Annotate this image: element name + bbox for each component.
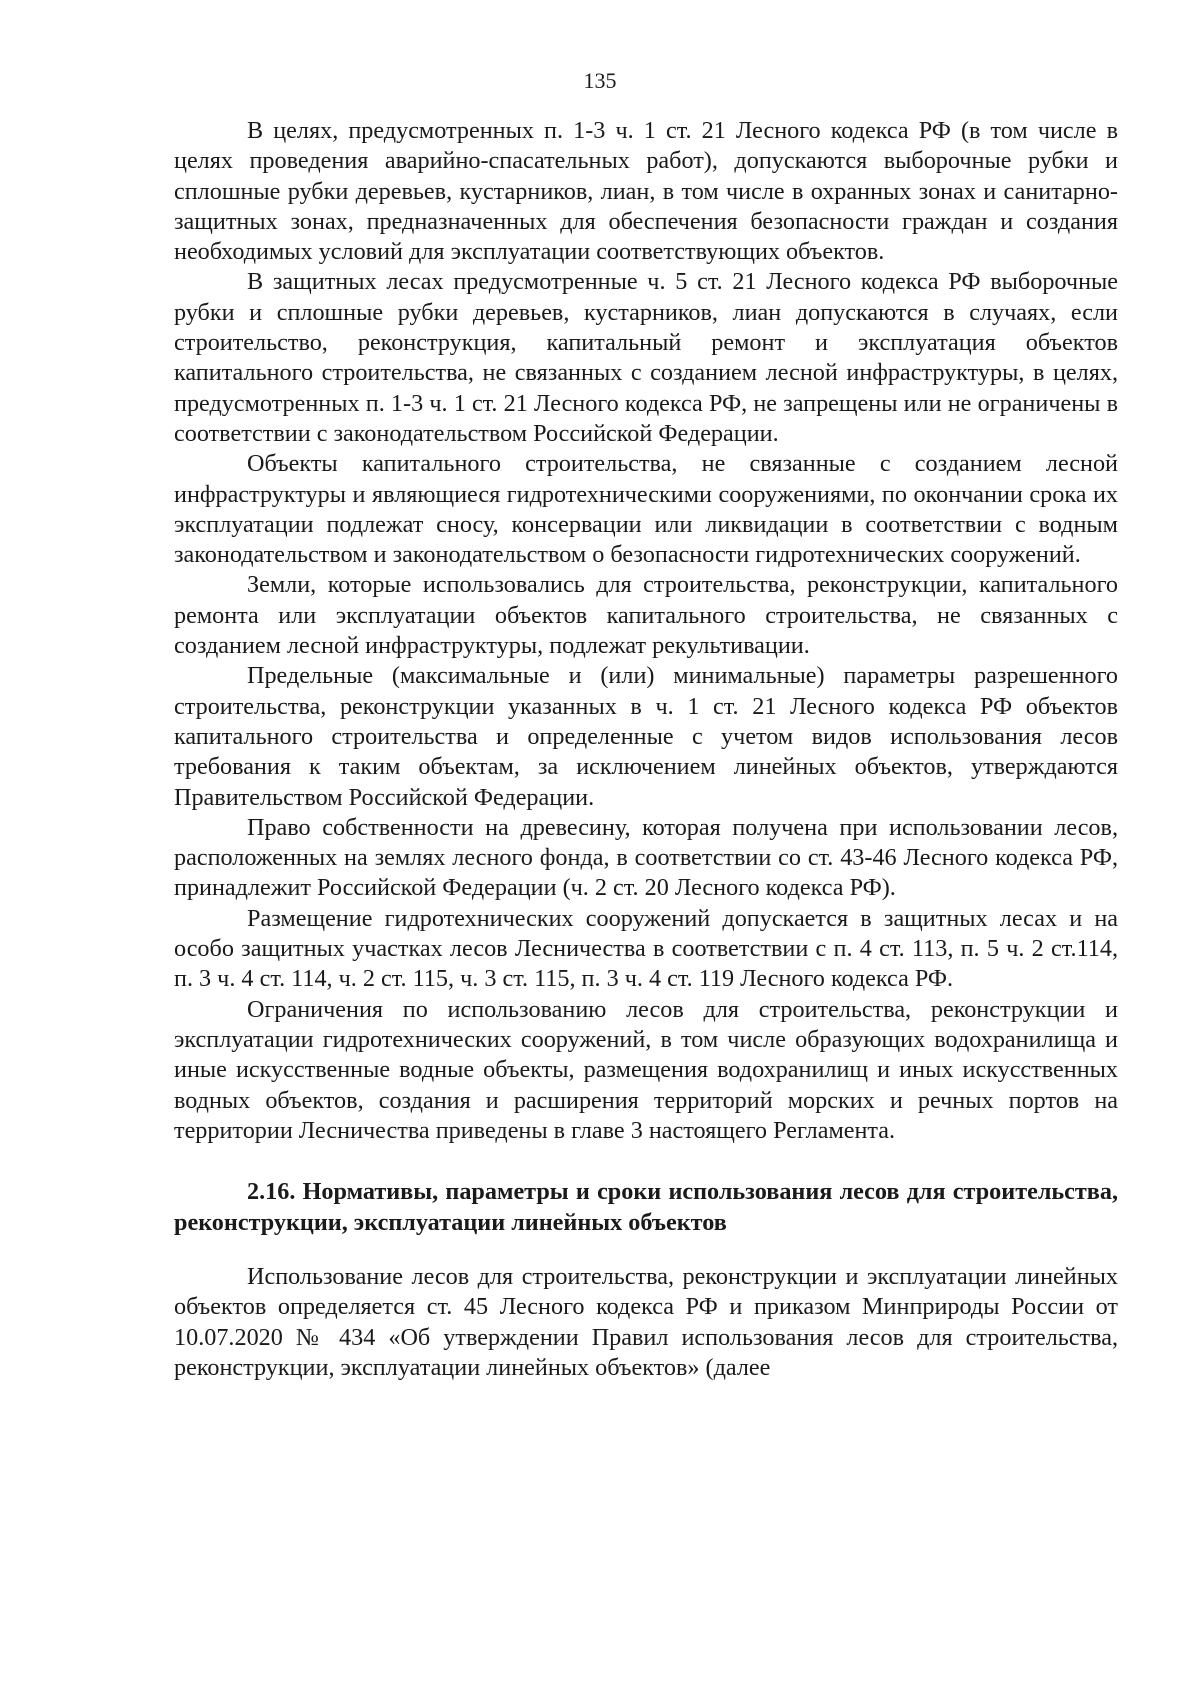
page-number: 135: [583, 68, 617, 93]
paragraph: В защитных лесах предусмотренные ч. 5 ст. 21 Лесного кодекса РФ выборочные рубки и сплошные рубки деревьев, кустарников, лиан допускаются в случаях, если строительство, реконструкция, капитальный ремонт и эксплуатация объектов капитального строительства, не связанных с созданием лесной инфраструктуры, в целях, предусмотренных п. 1-3 ч. 1 ст. 21 Лесного кодекса РФ, не запрещены или не ограничены в соответствии с законодательством Российской Федерации.: [174, 268, 1118, 447]
paragraph: Предельные (максимальные и (или) минимальные) параметры разрешенного строительства, реконструкции указанных в ч. 1 ст. 21 Лесного кодекса РФ объектов капитального строительства и определенные с учетом видов использования лесов требования к таким объектам, за исключением линейных объектов, утверждаются Правительством Российской Федерации.: [174, 662, 1118, 811]
paragraph: В целях, предусмотренных п. 1-3 ч. 1 ст. 21 Лесного кодекса РФ (в том числе в целях проведения аварийно-спасательных работ), допускаются выборочные рубки и сплошные рубки деревьев, кустарников, лиан, в том числе в охранных зонах и санитарно-защитных зонах, предназначенных для обеспечения безопасности граждан и создания необходимых условий для эксплуатации соответствующих объектов.: [174, 117, 1118, 266]
paragraph: Размещение гидротехнических сооружений допускается в защитных лесах и на особо защитных участках лесов Лесничества в соответствии с п. 4 ст. 113, п. 5 ч. 2 ст.114, п. 3 ч. 4 ст. 114, ч. 2 ст. 115, ч. 3 ст. 115, п. 3 ч. 4 ст. 119 Лесного кодекса РФ.: [174, 904, 1118, 993]
document-body: [174, 116, 1118, 1383]
paragraph: Земли, которые использовались для строительства, реконструкции, капитального ремонта или эксплуатации объектов капитального строительства, не связанных с созданием лесной инфраструктуры, подлежат рекультивации.: [174, 571, 1118, 660]
paragraph: Использование лесов для строительства, реконструкции и эксплуатации линейных объектов определяется ст. 45 Лесного кодекса РФ и приказом Минприроды России от 10.07.2020 № 434 «Об утверждении Правил использования лесов для строительства, реконструкции, эксплуатации линейных объектов» (далее: [174, 1263, 1118, 1381]
paragraph: Ограничения по использованию лесов для строительства, реконструкции и эксплуатации гидротехнических сооружений, в том числе образующих водохранилища и иные искусственные водные объекты, размещения водохранилищ и иных искусственных водных объектов, создания и расширения территорий морских и речных портов на территории Лесничества приведены в главе 3 настоящего Регламента.: [174, 995, 1118, 1144]
paragraph: Объекты капитального строительства, не связанные с созданием лесной инфраструктуры и являющиеся гидротехническими сооружениями, по окончании срока их эксплуатации подлежат сносу, консервации или ликвидации в соответствии с водным законодательством и законодательством о безопасности гидротехнических сооружений.: [174, 450, 1118, 569]
paragraph: Право собственности на древесину, которая получена при использовании лесов, расположенных на землях лесного фонда, в соответствии со ст. 43-46 Лесного кодекса РФ, принадлежит Российской Федерации (ч. 2 ст. 20 Лесного кодекса РФ).: [174, 813, 1118, 902]
section-heading: 2.16. Нормативы, параметры и сроки использования лесов для строительства, реконструкции, эксплуатации линейных объектов: [174, 1178, 1118, 1237]
